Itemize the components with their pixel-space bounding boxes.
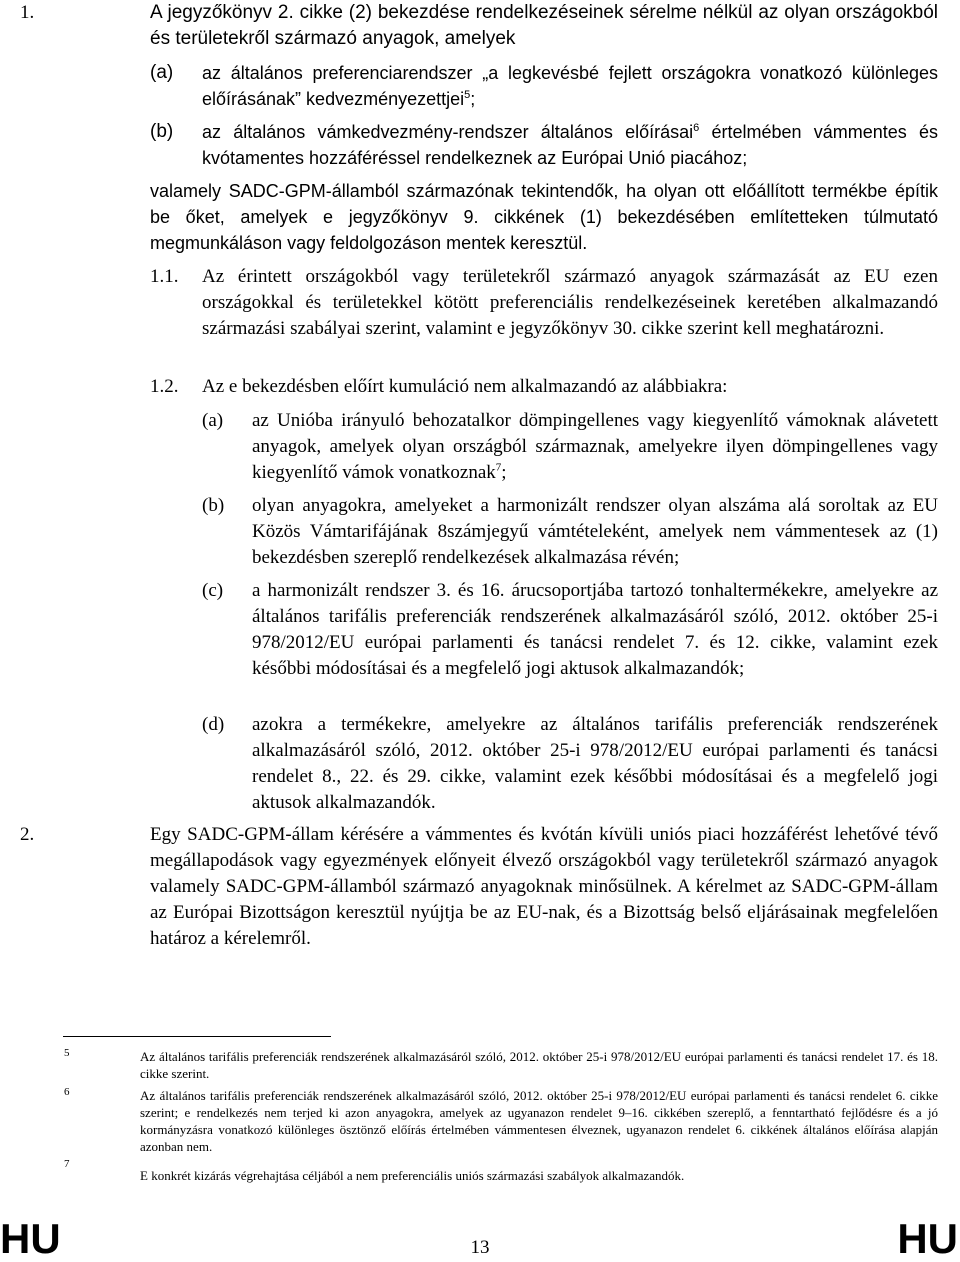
para-1-1-number: 1.1. [150, 266, 179, 287]
page-number: 13 [470, 1237, 490, 1258]
footnote-ref-7: 7 [495, 461, 502, 474]
footnote-ref-5: 5 [464, 89, 471, 101]
footnote-5-number: 5 [64, 1047, 70, 1059]
footnote-ref-6: 6 [693, 122, 700, 134]
para-1-2c-text: a harmonizált rendszer 3. és 16. árucsoportjába tartozó tonhaltermékekre, amelyekre az általános tarifális preferenciák rendszerének alkalmazásáról szóló, 2012. október 25-i 978/2012/EU európai parlamenti és tanácsi rendelet 7. és 12. cikke, valamint ezek későbbi módosításai és a megfelelő jogi aktusok alkalmazandók; [252, 580, 938, 679]
para-1-2b-label: (b) [202, 495, 225, 516]
para-1-2d-label: (d) [202, 714, 225, 735]
item-2-text: Egy SADC-GPM-állam kérésére a vámmentes és kvótán kívüli uniós piaci hozzáférést lehetővé tévő megállapodások vagy egyezmények előnyeit élvező országokból vagy területekről származó anyagok valamely SADC-GPM-államból származó anyagoknak minősülnek. A kérelmet az SADC-GPM-állam az Európai Bizottságon keresztül nyújtja be az EU-nak, és a Bizottság belső eljárásainak megfelelően határoz a kérelemről. [150, 824, 938, 949]
footnote-7-number: 7 [64, 1158, 70, 1170]
footnote-separator [63, 1036, 331, 1037]
para-1-2a-text: az Unióba irányuló behozatalkor dömpingellenes vagy kiegyenlítő vámoknak alávetett anyagok, amelyek olyan országból származnak, amelyekre ilyen dömpingellenes vagy kiegyenlítő vámok vonatkoznak$^7$; [252, 410, 938, 483]
para-1-2a-label: (a) [202, 410, 224, 431]
footer-language-right: HU [897, 1215, 958, 1262]
item-1b-label: (b) [150, 121, 174, 142]
item-1a-text: az általános preferenciarendszer „a legkevésbé fejlett országokra vonatkozó különleges előírásának” kedvezményezettjei$^5$; [202, 63, 938, 109]
item-2-number: 2. [20, 824, 35, 845]
item-1-number: 1. [20, 2, 35, 23]
para-1-1-text: Az érintett országokból vagy területekről származó anyagok származását az EU ezen országokkal és területekkel kötött preferenciális rendelkezéseinek keretében alkalmazandó származási szabályai szerint, valamint e jegyzőkönyv 30. cikke szerint kell meghatározni. [202, 266, 938, 339]
para-1-2-number: 1.2. [150, 376, 179, 397]
para-1-2d-text: azokra a termékekre, amelyekre az általános tarifális preferenciák rendszerének alkalmazásáról szóló, 2012. október 25-i 978/2012/EU európai parlamenti és tanácsi rendelet 8., 22. és 29. cikke, valamint ezek későbbi módosításai és a megfelelő jogi aktusok alkalmazandók. [252, 714, 938, 813]
para-1-2-text: Az e bekezdésben előírt kumuláció nem alkalmazandó az alábbiakra: [202, 376, 728, 397]
footnote-5-text: Az általános tarifális preferenciák rendszerének alkalmazásáról szóló, 2012. október 25-i 978/2012/EU európai parlamenti és tanácsi rendelet 17. és 18. cikke szerint. [140, 1049, 938, 1081]
item-1b-text: az általános vámkedvezmény-rendszer általános előírásai$^6$ értelmében vámmentes és kvótamentes hozzáféréssel rendelkeznek az Európai Unió piacához; [202, 122, 938, 168]
item-1-intro: A jegyzőkönyv 2. cikke (2) bekezdése rendelkezéseinek sérelme nélkül az olyan országokból és területekről származó anyagok, amelyek [150, 2, 938, 49]
item-1a-label: (a) [150, 62, 174, 83]
para-1-2c-label: (c) [202, 580, 224, 601]
footnote-6-number: 6 [64, 1086, 70, 1098]
item-1-closing: valamely SADC-GPM-államból származónak tekintendők, ha olyan ott előállított termékbe építik be őket, amelyek e jegyzőkönyv 9. cikkének (1) bekezdésében említetteken túlmutató megmunkáláson vagy feldolgozáson mentek keresztül. [150, 181, 938, 253]
footnote-7-text: E konkrét kizárás végrehajtása céljából a nem preferenciális uniós származási szabályok alkalmazandók. [140, 1168, 685, 1183]
footer-language-left: HU [0, 1215, 61, 1262]
para-1-2b-text: olyan anyagokra, amelyeket a harmonizált rendszer olyan alszáma alá soroltak az EU Közös Vámtarifájának 8számjegyű vámtételeként, amelyek nem vámmentesek az (1) bekezdésben szereplő rendelkezések alkalmazása révén; [252, 495, 938, 568]
footnote-6-text: Az általános tarifális preferenciák rendszerének alkalmazásáról szóló, 2012. október 25-i 978/2012/EU európai parlamenti és tanácsi rendelet 6. cikke szerint; e rendelkezés nem terjed ki azon anyagokra, amelyek az ugyanazon rendelet 9–16. cikkében szereplő, a fenntartható fejlődésre és a jó kormányzásra vonatkozó különleges ösztönző előírás értelmében vámmentesen élveznek, ugyanazon rendelet 6. cikkének általános előírása alapján azonban nem. [140, 1088, 938, 1154]
